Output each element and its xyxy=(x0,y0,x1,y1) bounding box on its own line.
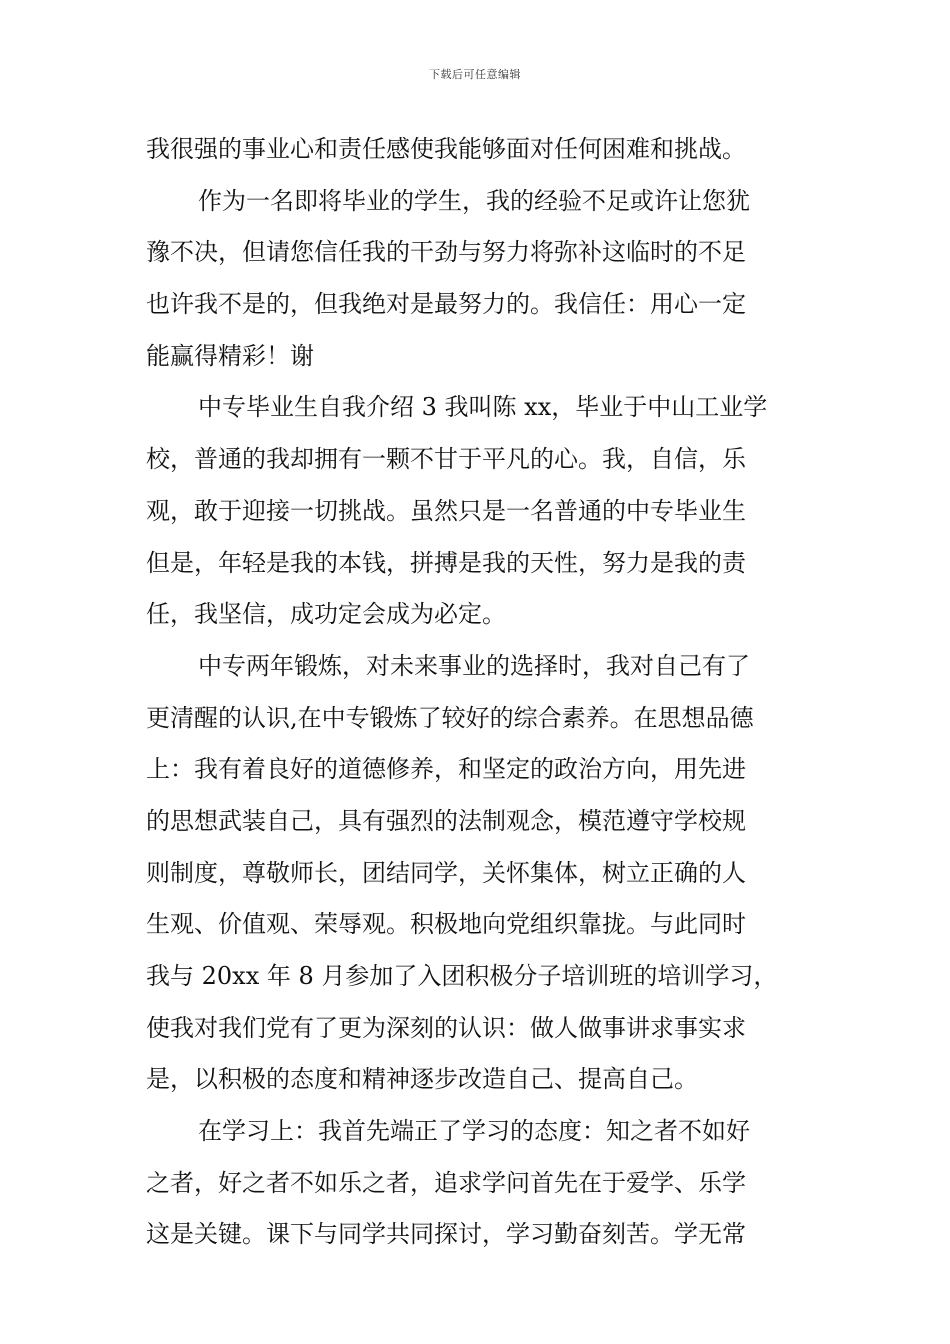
text-line: 使我对我们党有了更为深刻的认识：做人做事讲求事实求 xyxy=(146,1013,746,1042)
text-line: 但是，年轻是我的本钱，拼搏是我的天性，努力是我的责 xyxy=(146,548,746,577)
text-line: 豫不决，但请您信任我的干劲与努力将弥补这临时的不足 xyxy=(146,238,746,267)
text-line: 任，我坚信，成功定会成为必定。 xyxy=(146,600,506,629)
text-line: 这是关键。课下与同学共同探讨，学习勤奋刻苦。学无常 xyxy=(146,1220,746,1249)
text-line: 中专两年锻炼，对未来事业的选择时，我对自己有了 xyxy=(198,651,750,680)
text-line: 是，以积极的态度和精神逐步改造自己、提高自己。 xyxy=(146,1065,698,1094)
text-line: 生观、价值观、荣辱观。积极地向党组织靠拢。与此同时 xyxy=(146,910,746,939)
text-line: 作为一名即将毕业的学生，我的经验不足或许让您犹 xyxy=(198,186,750,215)
text-line: 之者，好之者不如乐之者，追求学问首先在于爱学、乐学 xyxy=(146,1168,746,1197)
text-line: 也许我不是的，但我绝对是最努力的。我信任：用心一定 xyxy=(146,290,746,319)
text-line: 中专毕业生自我介绍 3 我叫陈 xx，毕业于中山工业学 xyxy=(198,393,768,422)
text-line: 在学习上：我首先端正了学习的态度：知之者不如好 xyxy=(198,1117,750,1146)
text-line: 我与 20xx 年 8 月参加了入团积极分子培训班的培训学习， xyxy=(146,962,778,990)
text-line: 校，普通的我却拥有一颗不甘于平凡的心。我，自信，乐 xyxy=(146,445,746,474)
text-line: 上：我有着良好的道德修养，和坚定的政治方向，用先进 xyxy=(146,755,746,784)
text-line: 更清醒的认识,在中专锻炼了较好的综合素养。在思想品德 xyxy=(146,703,754,732)
page-header: 下载后可任意编辑 xyxy=(429,68,521,81)
text-line: 的思想武装自己，具有强烈的法制观念，模范遵守学校规 xyxy=(146,806,746,835)
text-line: 能赢得精彩！谢 xyxy=(146,341,314,370)
document-body xyxy=(146,124,808,1261)
text-line: 我很强的事业心和责任感使我能够面对任何困难和挑战。 xyxy=(146,135,746,163)
text-line: 观，敢于迎接一切挑战。虽然只是一名普通的中专毕业生 xyxy=(146,496,746,525)
text-line: 则制度，尊敬师长，团结同学，关怀集体，树立正确的人 xyxy=(146,858,746,887)
